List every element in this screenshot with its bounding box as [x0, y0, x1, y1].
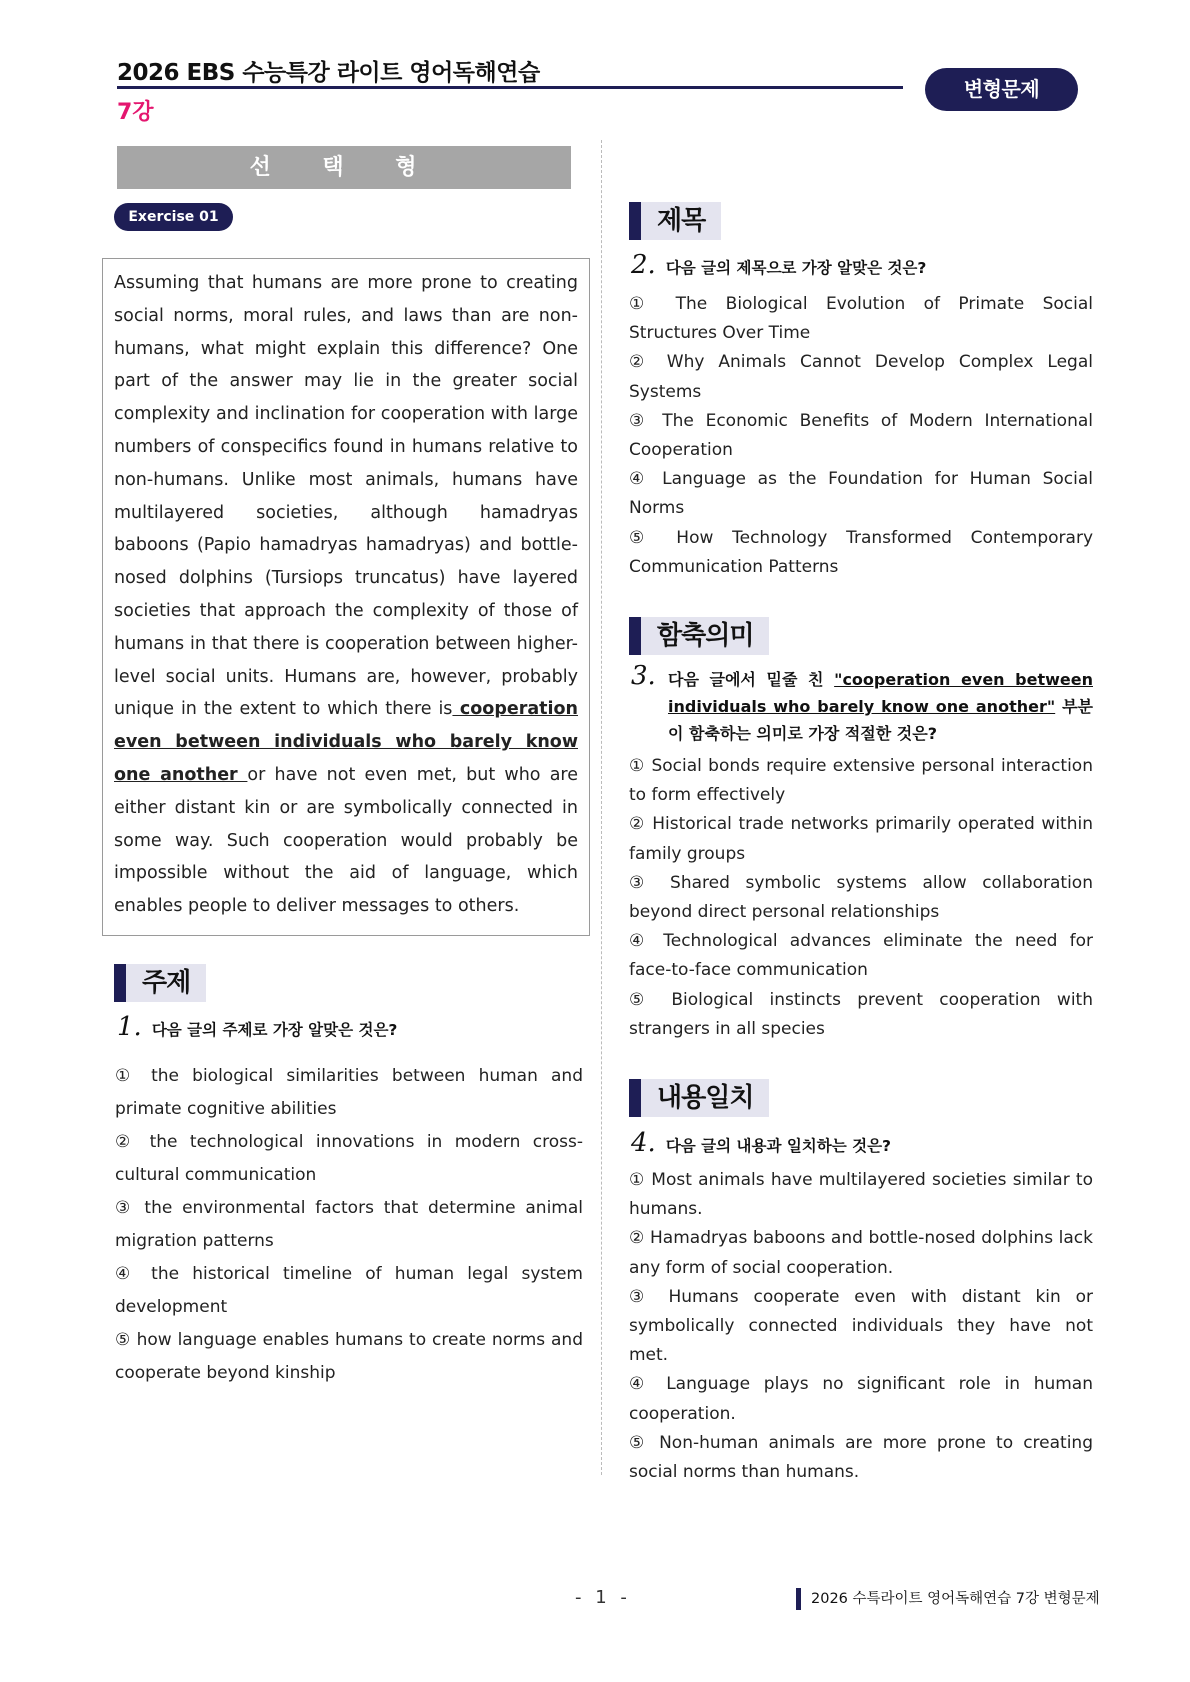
exercise-label: Exercise 01	[114, 203, 233, 231]
option-4[interactable]: ④ Language as the Foundation for Human Social Norms	[629, 469, 1093, 519]
options-q3	[629, 752, 1093, 1044]
question-number: 3.	[631, 661, 656, 691]
option-5[interactable]: ⑤ how language enables humans to create norms and cooperate beyond kinship	[115, 1330, 583, 1383]
option-1[interactable]: ① The Biological Evolution of Primate Social Structures Over Time	[629, 294, 1093, 344]
document-title: 2026 EBS 수능특강 라이트 영어독해연습	[117, 60, 540, 86]
option-3[interactable]: ③ Shared symbolic systems allow collaboration beyond direct personal relationships	[629, 872, 1093, 923]
option-5[interactable]: ⑤ How Technology Transformed Contemporary Communication Patterns	[629, 527, 1093, 577]
reading-passage	[102, 258, 590, 936]
option-4[interactable]: ④ Technological advances eliminate the need for face-to-face communication	[629, 931, 1093, 981]
option-1[interactable]: ① Most animals have multilayered societies similar to humans.	[629, 1170, 1093, 1220]
option-3[interactable]: ③ Humans cooperate even with distant kin or symbolically connected individuals they have not met.	[629, 1286, 1093, 1366]
section-header-bar	[629, 1079, 641, 1117]
question-text: 다음 글의 내용과 일치하는 것은?	[665, 1137, 892, 1155]
option-5[interactable]: ⑤ Non-human animals are more prone to creating social norms than humans.	[629, 1432, 1093, 1483]
question-3	[631, 661, 1093, 747]
question-text: 다음 글의 주제로 가장 알맞은 것은?	[151, 1021, 398, 1039]
passage-text: Assuming that humans are more prone to creating social norms, moral rules, and laws than are non-humans, what might explain this difference? One part of the answer may lie in the greater social complexity and inclination for cooperation with large numbers of conspecifics found in humans relative to non-humans. Unlike most animals, humans have multilayered societies, although hamadryas baboons (Papio hamadryas hamadryas) and bottle-nosed dolphins (Tursiops truncatus) have layered societies that approach the complexity of those of humans in that there is cooperation between higher-level social units. Humans are, however, probably unique in the extent to which there is	[114, 273, 578, 720]
footer-document-label: 2026 수특라이트 영어독해연습 7강 변형문제	[796, 1588, 1100, 1610]
question-text	[668, 666, 1093, 747]
section-header-bar	[629, 617, 641, 655]
option-3[interactable]: ③ the environmental factors that determine animal migration patterns	[115, 1198, 583, 1251]
section-header-label: 주제	[126, 964, 206, 1002]
variant-badge: 변형문제	[925, 68, 1078, 111]
question-2	[631, 250, 926, 280]
passage-underlined: cooperation even between individuals who barely know one another	[114, 699, 578, 785]
header-rule	[117, 86, 903, 89]
question-1	[117, 1012, 397, 1042]
passage-text-end: or have not even met, but who are either distant kin or are symbolically connected in some way. Such cooperation would probably be impossible without the aid of language, which enables people to deliver messages to others.	[114, 764, 578, 917]
section-header-bar	[629, 202, 641, 240]
section-header-label: 함축의미	[641, 617, 769, 655]
question-number: 4.	[631, 1128, 656, 1158]
option-1[interactable]: ① Social bonds require extensive personal interaction to form effectively	[629, 756, 1093, 806]
option-4[interactable]: ④ Language plays no significant role in human cooperation.	[629, 1374, 1093, 1424]
section-header-label: 제목	[641, 202, 721, 240]
question-text: 다음 글의 제목으로 가장 알맞은 것은?	[665, 259, 927, 277]
option-3[interactable]: ③ The Economic Benefits of Modern International Cooperation	[629, 410, 1093, 461]
section-header-label: 내용일치	[641, 1079, 769, 1117]
page-number: - 1 -	[575, 1587, 631, 1608]
question-quote: "cooperation even between individuals who barely know one another"	[668, 670, 1093, 716]
option-2[interactable]: ② Historical trade networks primarily operated within family groups	[629, 814, 1093, 864]
question-number: 2.	[631, 250, 656, 280]
question-text-end: 부분이 함축하는 의미로 가장 적절한 것은?	[668, 697, 1093, 743]
options-q2	[629, 290, 1093, 582]
question-4	[631, 1128, 891, 1158]
lesson-number: 7강	[117, 100, 154, 125]
options-q1	[115, 1060, 583, 1390]
section-header-bar	[114, 964, 126, 1002]
option-2[interactable]: ② Hamadryas baboons and bottle-nosed dolphins lack any form of social cooperation.	[629, 1228, 1093, 1278]
option-2[interactable]: ② the technological innovations in modern cross-cultural communication	[115, 1132, 583, 1185]
option-2[interactable]: ② Why Animals Cannot Develop Complex Legal Systems	[629, 352, 1093, 402]
option-1[interactable]: ① the biological similarities between human and primate cognitive abilities	[115, 1066, 583, 1119]
column-divider	[601, 140, 602, 1475]
section-bar: 선 택 형	[117, 146, 571, 189]
options-q4	[629, 1166, 1093, 1487]
question-number: 1.	[117, 1012, 142, 1042]
question-text-start: 다음 글에서 밑줄 친	[668, 670, 824, 689]
option-5[interactable]: ⑤ Biological instincts prevent cooperation with strangers in all species	[629, 989, 1093, 1039]
option-4[interactable]: ④ the historical timeline of human legal system development	[115, 1264, 583, 1317]
